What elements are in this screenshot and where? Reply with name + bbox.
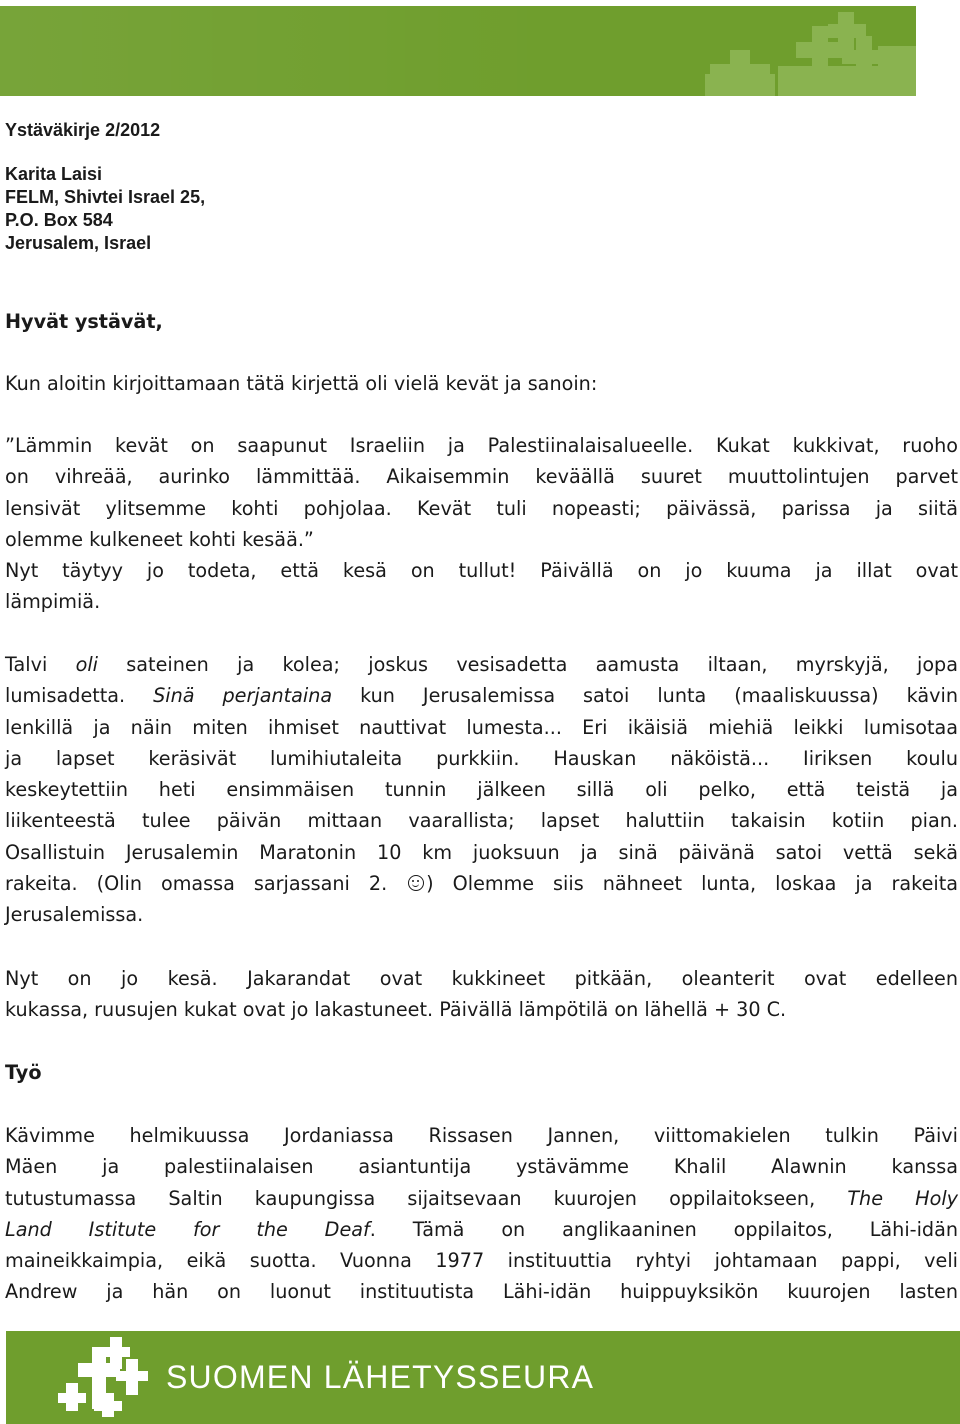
footer-banner xyxy=(6,1331,960,1424)
text-line: lumisadetta. Sinä perjantaina kun Jerusalemissa satoi lunta (maaliskuussa) kävin xyxy=(5,684,958,708)
text-line: Nyt täytyy jo todeta, että kesä on tullut! Päivällä on jo kuuma ja illat ovat xyxy=(5,559,958,583)
text-line: ”Lämmin kevät on saapunut Israeliin ja Palestiinalaisalueelle. Kukat kukkivat, ruoho xyxy=(5,434,958,457)
winter-paragraph xyxy=(5,649,958,931)
intro-text: Kun aloitin kirjoittamaan tätä kirjettä oli vielä kevät ja sanoin: xyxy=(5,372,598,395)
sender-name: Karita Laisi xyxy=(5,164,103,184)
greeting xyxy=(5,306,958,337)
text-line: Andrew ja hän on luonut instituutista Lähi-idän huippuyksikön kuurojen lasten xyxy=(5,1280,958,1304)
text-line: ja lapset keräsivät lumihiutaleita purkkiin. Hauskan näköistä... Iiriksen koulu xyxy=(5,746,958,770)
text-line: tutustumassa Saltin kaupungissa sijaitsevaan kuurojen oppilaitokseen, The Holy xyxy=(5,1186,959,1210)
work-paragraph xyxy=(5,1120,958,1308)
top-banner xyxy=(0,6,916,96)
letter-title: Ystäväkirje 2/2012 xyxy=(5,120,161,140)
text-line: on vihreää, aurinko lämmittää. Aikaisemmin keväällä suuret muuttolintujen parvet xyxy=(5,465,958,489)
text-line: keskeytettiin heti ensimmäisen tunnin jälkeen sillä oli pelko, että teistä ja xyxy=(5,778,958,802)
text-line: Nyt on jo kesä. Jakarandat ovat kukkineet pitkään, oleanterit ovat edelleen xyxy=(5,967,958,990)
text-line: Osallistuin Jerusalemin Maratonin 10 km juoksuun ja sinä päivänä satoi vettä sekä xyxy=(5,840,958,864)
text-line: Jerusalemissa. xyxy=(5,903,144,927)
summer-paragraph xyxy=(5,963,958,1026)
smiley-icon xyxy=(408,875,424,891)
logo-cross-icon xyxy=(58,1337,158,1419)
text-line: Talvi oli sateinen ja kolea; joskus vesisadetta aamusta iltaan, myrskyjä, jopa xyxy=(5,653,958,676)
text-line: olemme kulkeneet kohti kesää.” xyxy=(5,527,314,551)
text-line: maineikkaimpia, eikä suotta. Vuonna 1977 instituuttia ryhtyi johtamaan pappi, veli xyxy=(5,1249,958,1273)
intro-paragraph xyxy=(5,368,958,399)
section-heading-text: Työ xyxy=(5,1061,42,1084)
text-line: Kävimme helmikuussa Jordaniassa Rissasen Jannen, viittomakielen tulkin Päivi xyxy=(5,1124,958,1147)
sender-po-box: P.O. Box 584 xyxy=(5,210,113,230)
organization-name: SUOMEN LÄHETYSSEURA xyxy=(166,1359,595,1395)
text-line: liikenteestä tulee päivän mittaan vaarallista; lapset haluttiin takaisin kotiin pian. xyxy=(5,809,958,833)
text-line: lenkillä ja näin miten ihmiset nauttivat lumesta... Eri ikäisiä miehiä leikki lumisotaa xyxy=(5,715,958,739)
text-line: lensivät ylitsemme kohti pohjolaa. Kevät tuli nopeasti; päivässä, parissa ja siitä xyxy=(5,496,958,520)
text-line: lämpimiä. xyxy=(5,590,101,614)
text-line: Land Istitute for the Deaf. Tämä on anglikaaninen oppilaitos, Lähi-idän xyxy=(5,1217,959,1241)
spring-paragraph xyxy=(5,430,958,618)
text-line: kukassa, ruusujen kukat ovat jo lakastuneet. Päivällä lämpötilä on lähellä + 30 C. xyxy=(5,998,787,1022)
section-heading xyxy=(5,1057,958,1088)
cross-pattern-icon xyxy=(0,6,916,96)
sender-address-line: FELM, Shivtei Israel 25, xyxy=(5,187,206,207)
sender-city: Jerusalem, Israel xyxy=(5,233,152,253)
greeting-text: Hyvät ystävät, xyxy=(5,310,163,333)
text-line: Mäen ja palestiinalaisen asiantuntija ystävämme Khalil Alawnin kanssa xyxy=(5,1155,958,1179)
text-line: rakeita. (Olin omassa sarjassani 2. ) Olemme siis nähneet lunta, loskaa ja rakeita xyxy=(5,872,958,896)
